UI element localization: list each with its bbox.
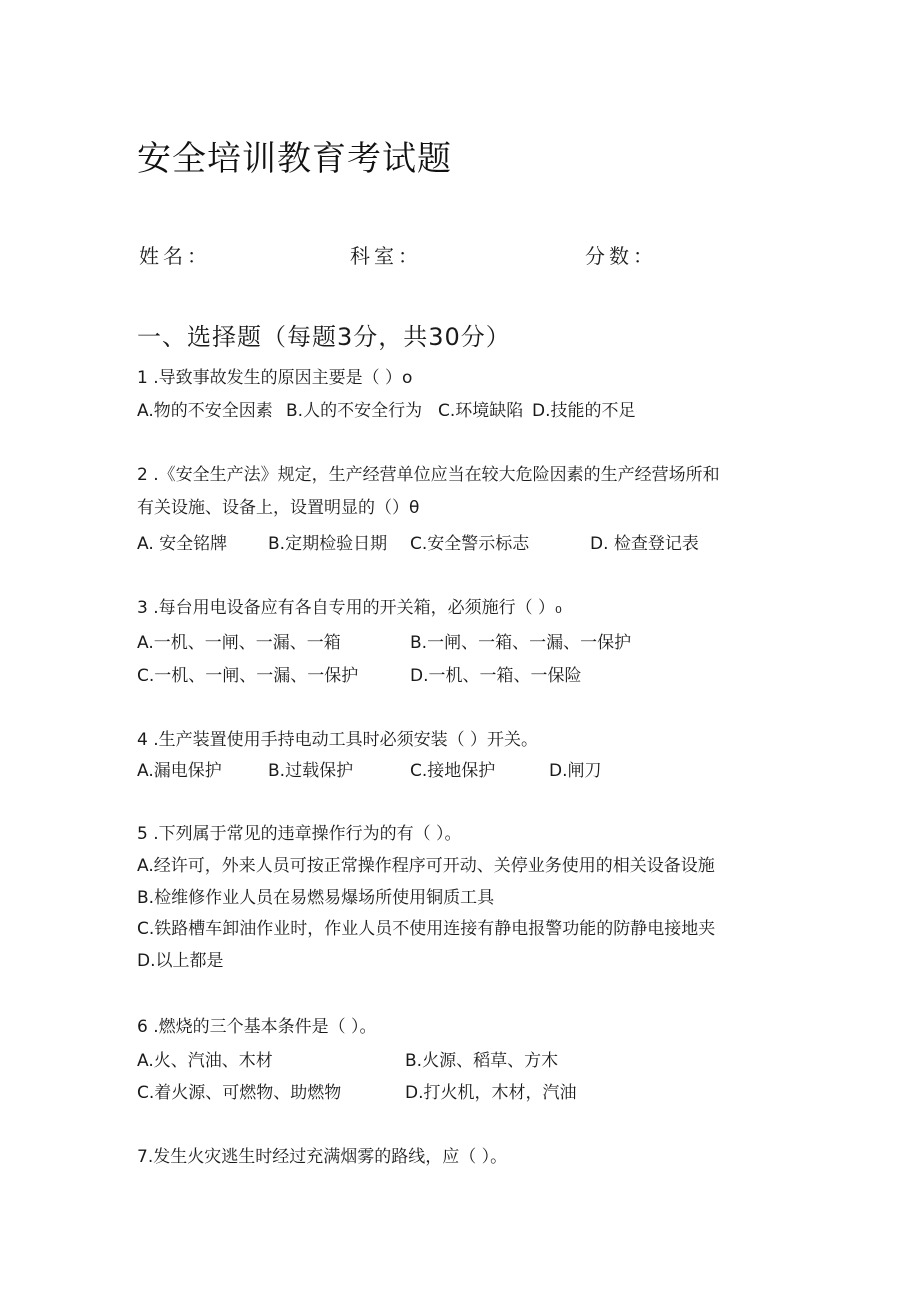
question-2-option-d: D. 检查登记表 bbox=[590, 534, 699, 554]
question-3-option-b: B.一闸、一箱、一漏、一保护 bbox=[410, 633, 632, 653]
question-4-option-a: A.漏电保护 bbox=[137, 761, 222, 781]
question-1-option-b: B.人的不安全行为 bbox=[286, 401, 423, 421]
name-label: 姓名： bbox=[139, 244, 211, 268]
question-4-text: 4 .生产装置使用手持电动工具时必须安装（ ）开关。 bbox=[137, 730, 539, 750]
question-2-text-line-2: 有关设施、设备上，设置明显的（）θ bbox=[137, 498, 420, 518]
question-3-option-a: A.一机、一闸、一漏、一箱 bbox=[137, 633, 341, 653]
question-4-option-d: D.闸刀 bbox=[549, 761, 602, 781]
question-5-option-d: D.以上都是 bbox=[137, 951, 224, 971]
question-1-option-d: D.技能的不足 bbox=[532, 401, 636, 421]
question-3-option-d: D.一机、一箱、一保险 bbox=[410, 666, 582, 686]
question-6-option-d: D.打火机，木材，汽油 bbox=[405, 1083, 577, 1103]
question-4-option-c: C.接地保护 bbox=[410, 761, 496, 781]
question-2-option-a: A. 安全铭牌 bbox=[137, 534, 228, 554]
question-1-option-a: A.物的不安全因素 bbox=[137, 401, 273, 421]
question-4-option-b: B.过载保护 bbox=[268, 761, 354, 781]
score-label: 分数： bbox=[585, 244, 657, 268]
question-5-option-c: C.铁路槽车卸油作业时，作业人员不使用连接有静电报警功能的防静电接地夹 bbox=[137, 919, 716, 939]
question-6-text: 6 .燃烧的三个基本条件是（ ）。 bbox=[137, 1017, 377, 1037]
question-7-text: 7.发生火灾逃生时经过充满烟雾的路线，应（ ）。 bbox=[137, 1147, 508, 1167]
section-heading: 一、选择题（每题3分，共30分） bbox=[137, 323, 511, 351]
question-1-text: 1 .导致事故发生的原因主要是（ ）o bbox=[137, 368, 413, 388]
question-6-option-b: B.火源、稻草、方木 bbox=[405, 1051, 559, 1071]
question-2-option-b: B.定期检验日期 bbox=[268, 534, 388, 554]
question-5-option-b: B.检维修作业人员在易燃易爆场所使用铜质工具 bbox=[137, 888, 495, 908]
question-6-option-c: C.着火源、可燃物、助燃物 bbox=[137, 1083, 342, 1103]
page-title: 安全培训教育考试题 bbox=[137, 139, 452, 179]
question-1-option-c: C.环境缺陷 bbox=[438, 401, 524, 421]
question-5-text: 5 .下列属于常见的违章操作行为的有（ ）。 bbox=[137, 824, 462, 844]
dept-label: 科室： bbox=[350, 244, 422, 268]
question-2-option-c: C.安全警示标志 bbox=[410, 534, 530, 554]
question-3-text: 3 .每台用电设备应有各自专用的开关箱，必须施行（ ）₀ bbox=[137, 598, 562, 618]
question-6-option-a: A.火、汽油、木材 bbox=[137, 1051, 273, 1071]
question-3-option-c: C.一机、一闸、一漏、一保护 bbox=[137, 666, 359, 686]
question-2-text-line-1: 2 .《安全生产法》规定，生产经营单位应当在较大危险因素的生产经营场所和 bbox=[137, 465, 720, 485]
question-5-option-a: A.经许可，外来人员可按正常操作程序可开动、关停业务使用的相关设备设施 bbox=[137, 856, 715, 876]
